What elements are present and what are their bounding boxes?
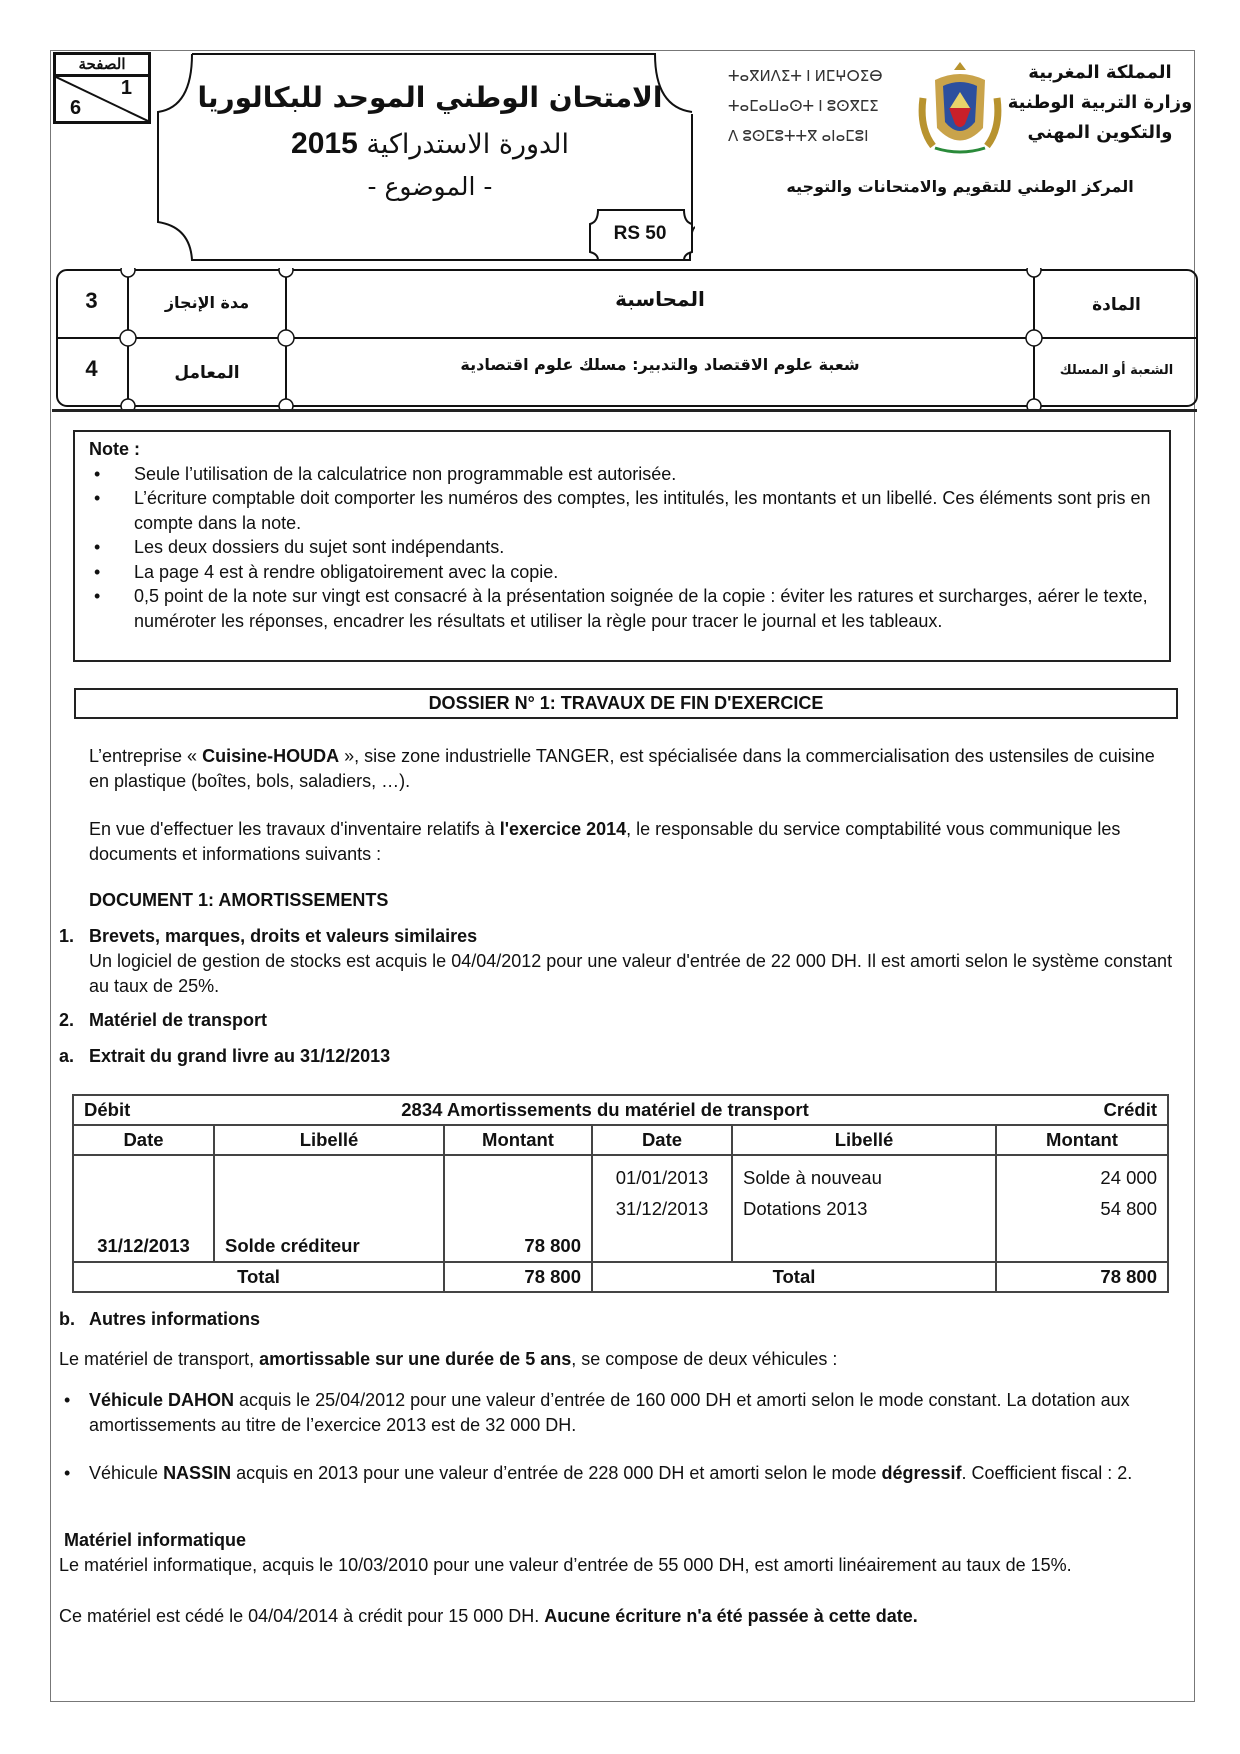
duration-value: 3 (85, 288, 98, 313)
tifinagh-line: ⵜⴰⴳⵍⴷⵉⵜ ⵏ ⵍⵎⵖⵔⵉⴱ (728, 68, 883, 85)
note-item: • Les deux dossiers du sujet sont indépendants. (89, 535, 1155, 560)
vehicle-nassin (89, 1461, 1179, 1486)
credit-label: Crédit (996, 1095, 1168, 1125)
ministry-name (1005, 58, 1195, 148)
page-total: 6 (70, 97, 82, 119)
subject-value: المحاسبة (615, 287, 705, 311)
col-libelle: Libellé (214, 1125, 444, 1155)
col-libelle: Libellé (732, 1125, 996, 1155)
session-text: الدورة الاستدراكية (366, 129, 569, 160)
credit-dates (592, 1155, 732, 1262)
text: amortissable sur une durée de 5 ans (259, 1349, 572, 1369)
section-a-number: a. (59, 1046, 75, 1066)
col-montant: Montant (996, 1125, 1168, 1155)
text: Le matériel de transport, (59, 1349, 260, 1369)
col-date: Date (73, 1125, 214, 1155)
it-equipment-sale (59, 1604, 1184, 1629)
ministry-line: المملكة المغربية (1028, 62, 1172, 83)
debit-label: Débit (73, 1095, 214, 1125)
text: Véhicule DAHON (89, 1390, 235, 1410)
it-equipment-title: Matériel informatique (64, 1530, 247, 1550)
intro-paragraph-2 (89, 817, 1169, 866)
text: Véhicule (89, 1463, 164, 1483)
tifinagh-line: ⴷ ⵓⵙⵎⵓⵜⵜⴳ ⴰⵏⴰⵎⵓⵏ (728, 128, 869, 145)
coefficient-label: المعامل (174, 363, 240, 383)
col-date: Date (592, 1125, 732, 1155)
total-label-debit: Total (73, 1262, 444, 1292)
session-year: 2015 (291, 127, 358, 160)
branch-value: شعبة علوم الاقتصاد والتدبير: مسلك علوم اقتصادية (460, 355, 860, 374)
credit-amounts (996, 1155, 1168, 1262)
exam-session (200, 124, 660, 165)
section-1-title: Brevets, marques, droits et valeurs similaires (89, 926, 478, 946)
section-b-title: Autres informations (89, 1309, 261, 1329)
ministry-line: وزارة التربية الوطنية (1007, 92, 1193, 113)
exam-title: الامتحان الوطني الموحد للبكالوريا (197, 81, 663, 114)
col-montant: Montant (444, 1125, 592, 1155)
coefficient-value: 4 (85, 356, 98, 381)
text: NASSIN (163, 1463, 232, 1483)
text: dégressif (881, 1463, 962, 1483)
subject-label: المادة (1092, 295, 1141, 315)
credit-date: 01/01/2013 (615, 1167, 709, 1188)
credit-libelles (732, 1155, 996, 1262)
ledger-table (72, 1094, 1169, 1293)
section-b-number: b. (59, 1309, 75, 1329)
document-1-title: DOCUMENT 1: AMORTISSEMENTS (89, 890, 389, 910)
credit-libelle: Solde à nouveau (743, 1167, 882, 1188)
dossier-title: DOSSIER N° 1: TRAVAUX DE FIN D'EXERCICE (74, 688, 1178, 719)
text: acquis en 2013 pour une valeur d’entrée de 228 000 DH et amorti selon le mode (231, 1463, 882, 1483)
section-1-number: 1. (59, 926, 75, 946)
total-label-credit: Total (592, 1262, 996, 1292)
note-title: Note : (89, 439, 140, 459)
debit-libelle: Solde créditeur (214, 1155, 444, 1262)
intro-paragraph-1 (89, 744, 1169, 793)
account-title: 2834 Amortissements du matériel de transport (214, 1095, 996, 1125)
ledger-header-row (73, 1095, 1168, 1125)
text: acquis le 25/04/2012 pour une valeur d’entrée de 160 000 DH et amorti selon le mode constant. La dotation aux amortissements au titre de l’exercice 2013 est de 32 000 DH. (89, 1390, 1130, 1435)
section-1-text: Un logiciel de gestion de stocks est acquis le 04/04/2012 pour une valeur d'entrée de 22 000 DH. Il est amorti selon le système constant au taux de 25%. (89, 951, 1173, 996)
ledger-column-headers (73, 1125, 1168, 1155)
debit-amount: 78 800 (444, 1155, 592, 1262)
company-name: Cuisine-HOUDA (202, 746, 340, 766)
branch-label: الشعبة أو المسلك (1059, 363, 1174, 378)
credit-libelle: Dotations 2013 (743, 1198, 868, 1219)
total-credit: 78 800 (996, 1262, 1168, 1292)
debit-date: 31/12/2013 (73, 1155, 214, 1262)
it-equipment-text: Le matériel informatique, acquis le 10/03/2010 pour une valeur d’entrée de 55 000 DH, est amorti linéairement au taux de 15%. (59, 1555, 1072, 1575)
note-item: • La page 4 est à rendre obligatoirement avec la copie. (89, 560, 1155, 585)
ministry-line: والتكوين المهني (1027, 122, 1173, 143)
credit-amount: 24 000 (1100, 1167, 1157, 1188)
text: », sise zone industrielle TANGER, est spécialisée dans la commercialisation des ustensiles de cuisine en plastique (boîtes, bols, saladiers, …). (89, 746, 1155, 791)
text: . Coefficient fiscal : 2. (961, 1463, 1133, 1483)
note-box (73, 430, 1171, 662)
text: , le responsable du service comptabilité vous communique les documents et informations suivants : (89, 819, 1121, 864)
duration-label: مدة الإنجاز (164, 293, 250, 312)
tifinagh-ministry-text (728, 62, 913, 152)
bullet-icon: • (64, 1390, 71, 1410)
vehicle-dahon (89, 1388, 1179, 1437)
text: L’entreprise « (89, 746, 203, 766)
exam-subtitle: - الموضوع - (367, 172, 493, 201)
coat-of-arms-icon (915, 58, 1005, 158)
ledger-body (73, 1155, 1168, 1262)
section-2-title: Matériel de transport (89, 1010, 268, 1030)
text: Ce matériel est cédé le 04/04/2014 à crédit pour 15 000 DH. (59, 1606, 545, 1626)
tifinagh-line: ⵜⴰⵎⴰⵡⴰⵙⵜ ⵏ ⵓⵙⴳⵎⵉ (728, 98, 879, 115)
note-item: • 0,5 point de la note sur vingt est consacré à la présentation soignée de la copie : éviter les ratures et surcharges, aérer le texte, numéroter les réponses, encadrer les résultats et utiliser la règle pour tracer le journal et les tableaux. (89, 584, 1155, 633)
section-a-title: Extrait du grand livre au 31/12/2013 (89, 1046, 391, 1066)
total-debit: 78 800 (444, 1262, 592, 1292)
header-divider (52, 409, 1197, 412)
fiscal-year: l'exercice 2014 (499, 819, 627, 839)
credit-amount: 54 800 (1100, 1198, 1157, 1219)
credit-date: 31/12/2013 (615, 1198, 709, 1219)
page-number-box (53, 52, 151, 124)
note-item: • L’écriture comptable doit comporter les numéros des comptes, les intitulés, les montants et un libellé. Ces éléments sont pris en compte dans la note. (89, 486, 1155, 535)
other-info-paragraph (59, 1347, 1184, 1372)
exam-code: RS 50 (613, 223, 667, 244)
note-item: • Seule l’utilisation de la calculatrice non programmable est autorisée. (89, 462, 1155, 487)
ledger-total-row (73, 1262, 1168, 1292)
section-2-number: 2. (59, 1010, 75, 1030)
text: , se compose de deux véhicules : (571, 1349, 838, 1369)
text: Aucune écriture n'a été passée à cette date. (544, 1606, 918, 1626)
page-current: 1 (120, 77, 132, 99)
text: En vue d'effectuer les travaux d'inventaire relatifs à (89, 819, 500, 839)
bullet-icon: • (64, 1463, 71, 1483)
page-label: الصفحة (56, 55, 148, 77)
evaluation-center: المركز الوطني للتقويم والامتحانات والتوجيه (786, 177, 1134, 196)
subject-info-table (55, 268, 1200, 408)
